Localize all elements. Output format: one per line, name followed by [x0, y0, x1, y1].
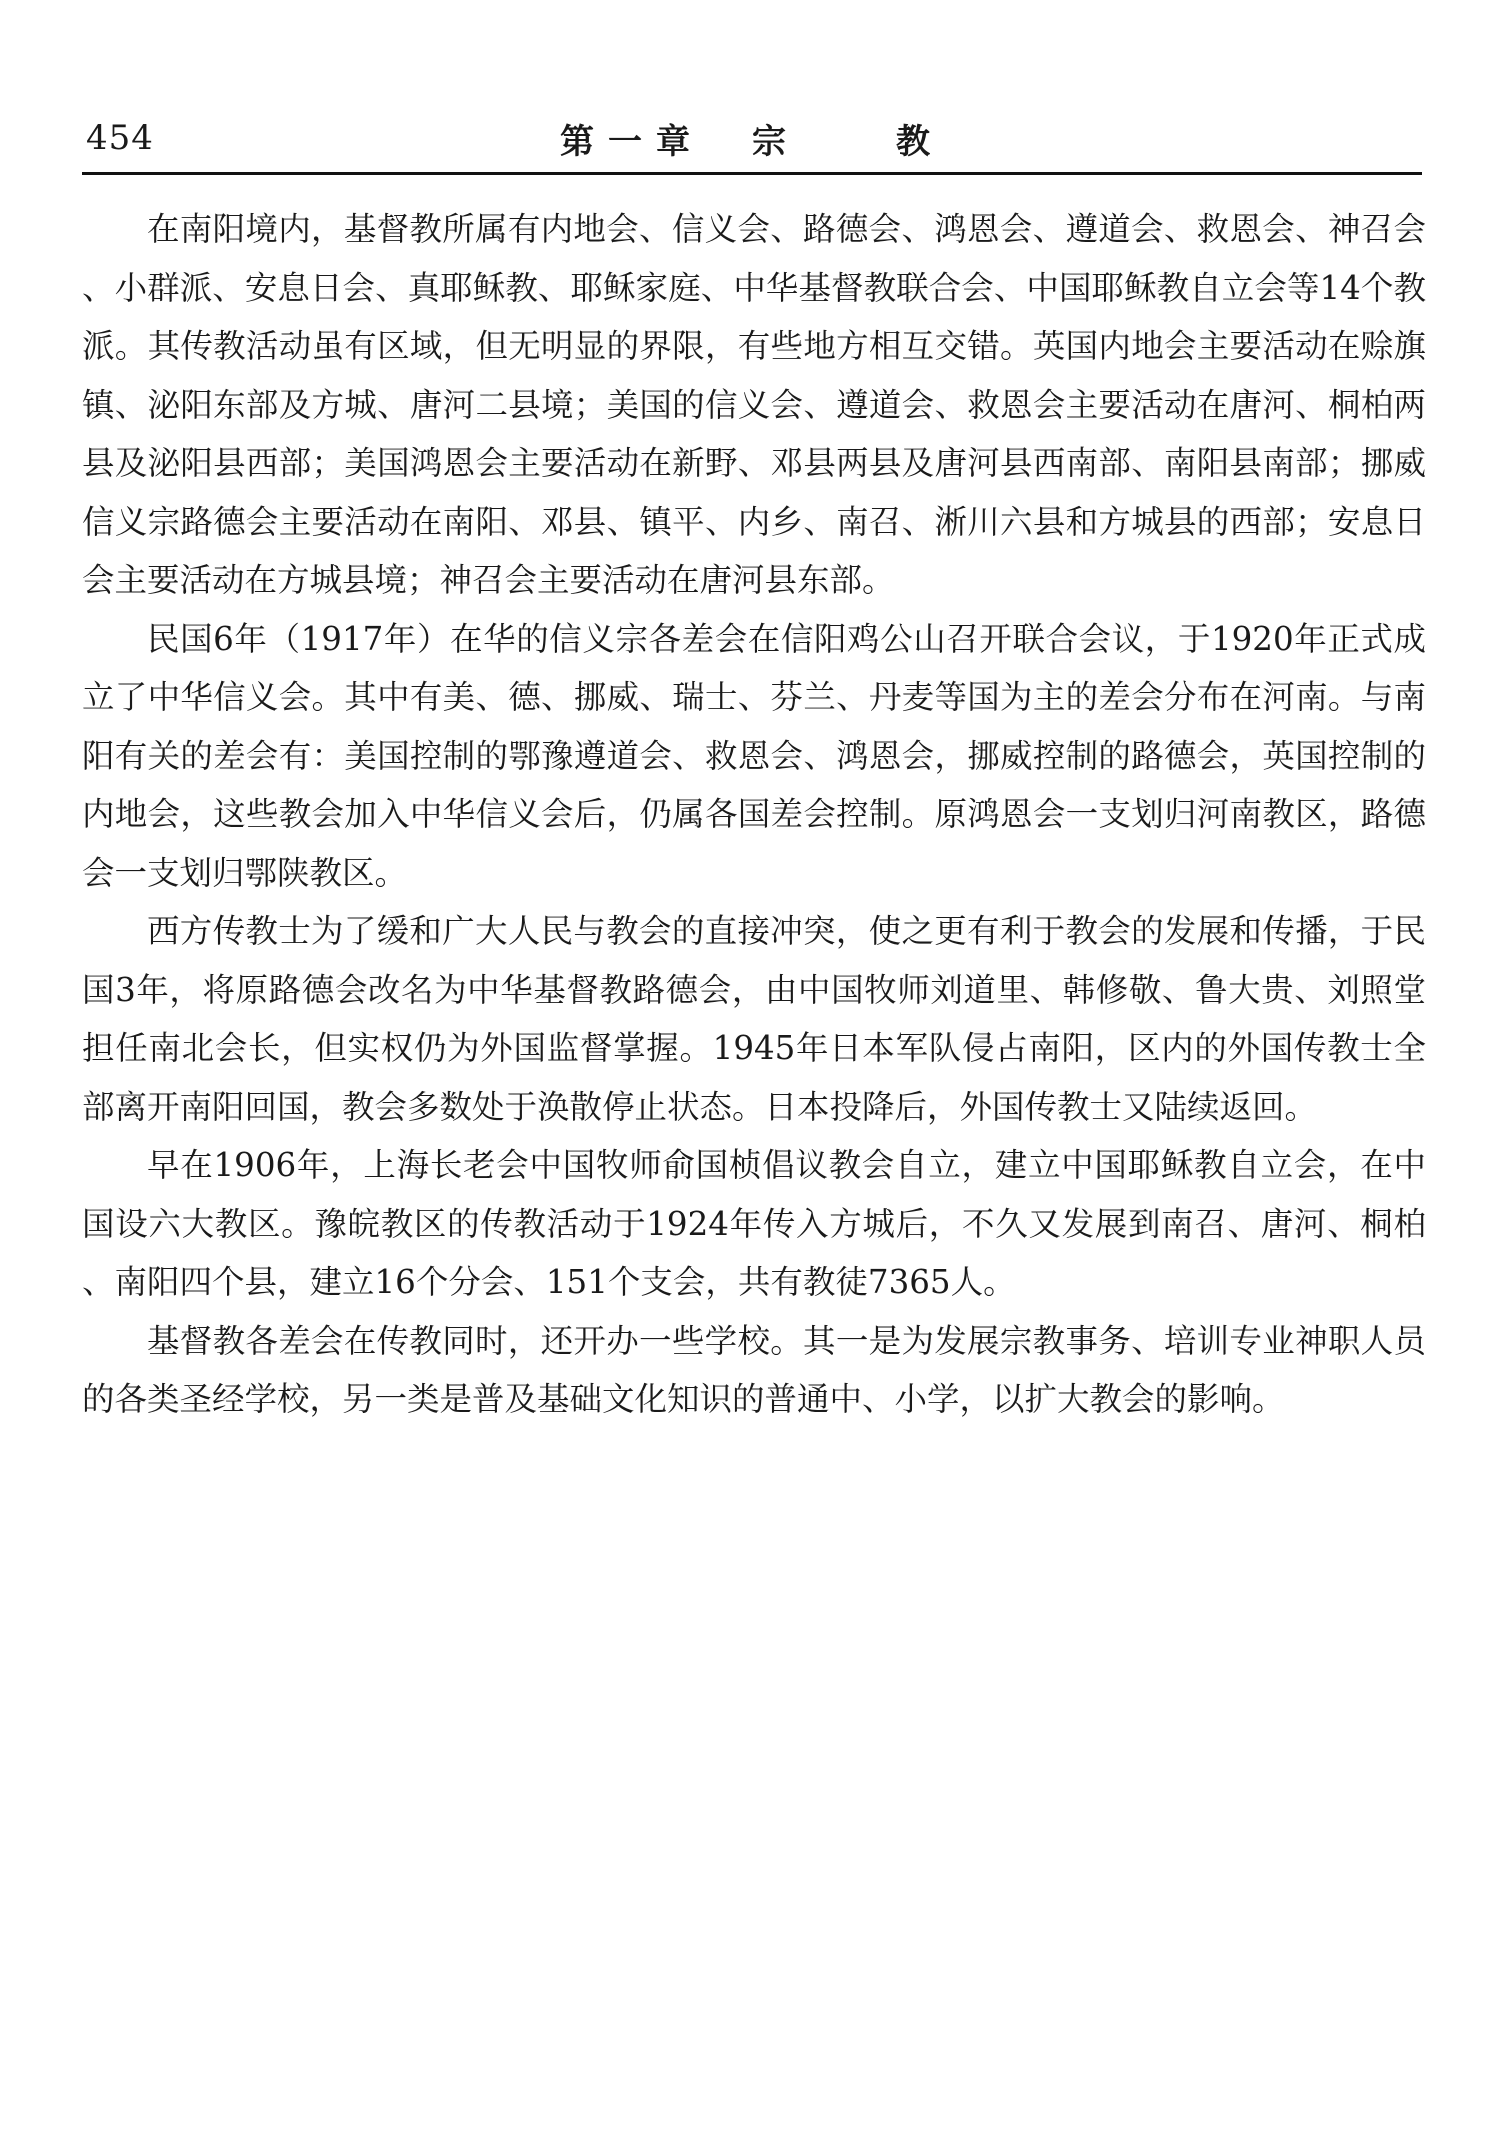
paragraph-lutheran-church-of-china: 民国6年（1917年）在华的信义宗各差会在信阳鸡公山召开联合会议，于1920年正式成立了中华信义会。其中有美、德、挪威、瑞士、芬兰、丹麦等国为主的差会分布在河南。与南阳有关的差会有：美国控制的鄂豫遵道会、救恩会、鸿恩会，挪威控制的路德会，英国控制的内地会，这些教会加入中华信义会后，仍属各国差会控制。原鸿恩会一支划归河南教区，路德会一支划归鄂陕教区。 [82, 619, 1426, 892]
header-rule [82, 172, 1422, 175]
body-text [82, 200, 1426, 1429]
paragraph-mission-schools: 基督教各差会在传教同时，还开办一些学校。其一是为发展宗教事务、培训专业神职人员的各类圣经学校，另一类是普及基础文化知识的普通中、小学，以扩大教会的影响。 [82, 1321, 1426, 1418]
paragraph-independent-church: 早在1906年，上海长老会中国牧师俞国桢倡议教会自立，建立中国耶稣教自立会，在中国设六大教区。豫皖教区的传教活动于1924年传入方城后，不久又发展到南召、唐河、桐柏、南阳四个县，建立16个分会、151个支会，共有教徒7365人。 [82, 1146, 1426, 1301]
page-number: 454 [86, 118, 154, 158]
paragraph-missionaries: 西方传教士为了缓和广大人民与教会的直接冲突，使之更有利于教会的发展和传播，于民国3年，将原路德会改名为中华基督教路德会，由中国牧师刘道里、韩修敬、鲁大贵、刘照堂担任南北会长，但实权仍为外国监督掌握。1945年日本军队侵占南阳，区内的外国传教士全部离开南阳回国，教会多数处于涣散停止状态。日本投降后，外国传教士又陆续返回。 [82, 912, 1426, 1126]
chapter-title: 第一章 宗 教 [560, 122, 944, 162]
paragraph-christian-sects: 在南阳境内，基督教所属有内地会、信义会、路德会、鸿恩会、遵道会、救恩会、神召会、小群派、安息日会、真耶稣教、耶稣家庭、中华基督教联合会、中国耶稣教自立会等14个教派。其传教活动虽有区域，但无明显的界限，有些地方相互交错。英国内地会主要活动在赊旗镇、泌阳东部及方城、唐河二县境；美国的信义会、遵道会、救恩会主要活动在唐河、桐柏两县及泌阳县西部；美国鸿恩会主要活动在新野、邓县两县及唐河县西南部、南阳县南部；挪威信义宗路德会主要活动在南阳、邓县、镇平、内乡、南召、淅川六县和方城县的西部；安息日会主要活动在方城县境；神召会主要活动在唐河县东部。 [82, 210, 1426, 599]
page-header [82, 112, 1422, 172]
